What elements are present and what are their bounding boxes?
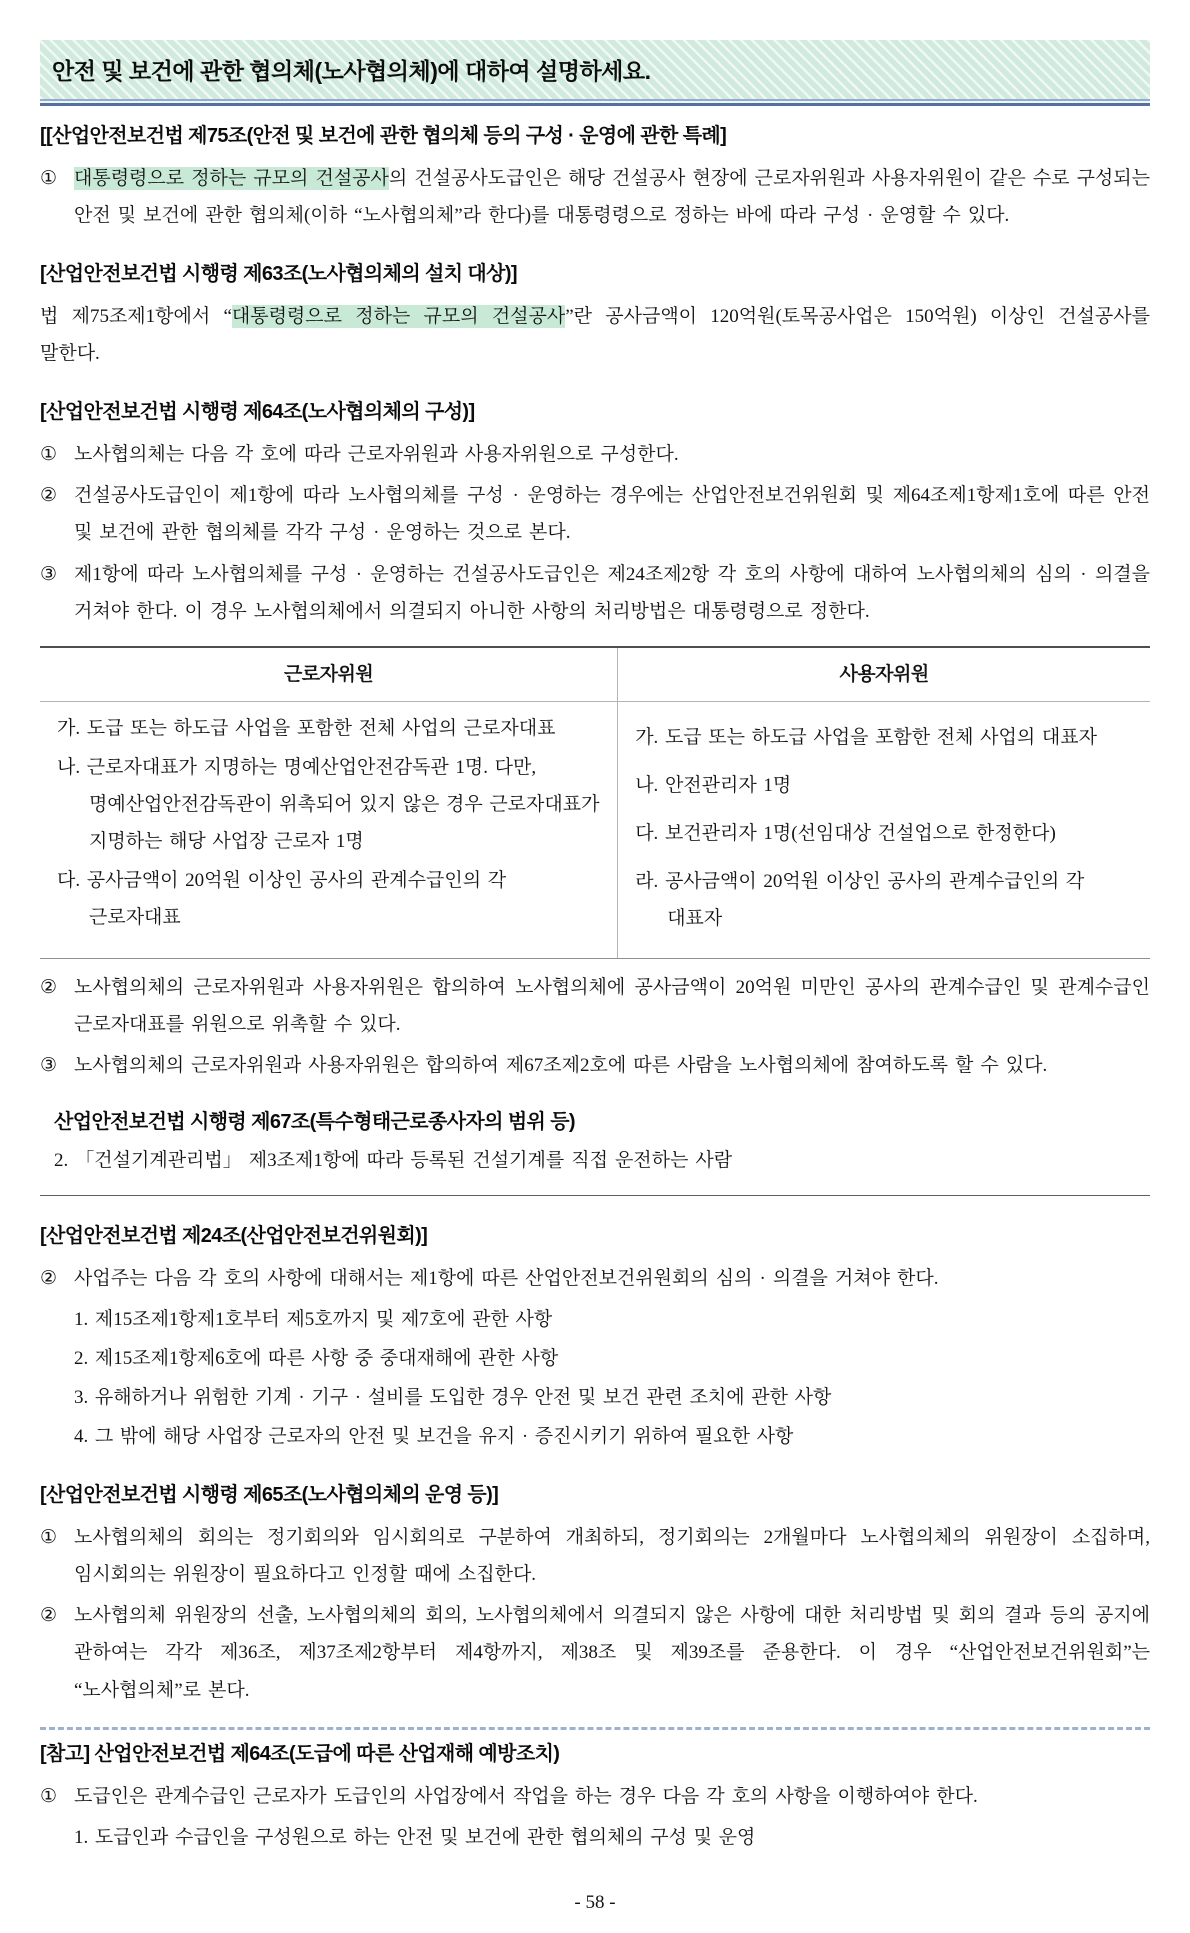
section-law24 xyxy=(40,1220,1150,1455)
employer-members-cell xyxy=(617,702,1150,958)
sub-item: 3. 유해하거나 위험한 기계 · 기구 · 설비를 도입한 경우 안전 및 보건 관련 조치에 관한 사항 xyxy=(74,1387,832,1409)
table-body-row xyxy=(40,702,1150,958)
item-marker: ② xyxy=(40,976,58,998)
heading-decree64: [산업안전보건법 시행령 제64조(노사협의체의 구성)] xyxy=(40,401,475,424)
item-marker: ③ xyxy=(40,1054,58,1076)
table-item: 가. 도급 또는 하도급 사업을 포함한 전체 사업의 대표자 xyxy=(635,726,1097,748)
heading-law24: [산업안전보건법 제24조(산업안전보건위원회)] xyxy=(40,1225,428,1248)
item-marker: ① xyxy=(40,1527,58,1549)
banner-underline xyxy=(40,99,1150,106)
table-item: 다. 공사금액이 20억원 이상인 공사의 관계수급인의 각 근로자대표 xyxy=(57,869,507,928)
item-text: 건설공사도급인이 제1항에 따라 노사협의체를 구성 · 운영하는 경우에는 산업안전보건위원회 및 제64조제1항제1호에 따른 안전 및 보건에 관한 협의체를 각각 구성 · 운영하는 것으로 본다. xyxy=(74,485,1150,544)
sub-item: 1. 제15조제1항제1호부터 제5호까지 및 제7호에 관한 사항 xyxy=(74,1309,553,1331)
title-banner xyxy=(40,40,1150,99)
dotted-divider xyxy=(40,1727,1150,1730)
paragraph xyxy=(40,298,1150,372)
list-item xyxy=(40,556,1150,630)
section-decree67 xyxy=(40,1096,1150,1196)
heading-reference: [참고] 산업안전보건법 제64조(도급에 따른 산업재해 예방조치) xyxy=(40,1742,560,1765)
heading-decree63: [산업안전보건법 시행령 제63조(노사협의체의 설치 대상)] xyxy=(40,263,517,286)
list-item xyxy=(40,1519,1150,1593)
page-number: - 58 - xyxy=(574,1891,616,1913)
list-item xyxy=(40,160,1150,234)
sub-item: 1. 도급인과 수급인을 구성원으로 하는 안전 및 보건에 관한 협의체의 구성 및 운영 xyxy=(74,1826,756,1848)
heading-decree65: [산업안전보건법 시행령 제65조(노사협의체의 운영 등)] xyxy=(40,1484,499,1507)
item-text: 노사협의체 위원장의 선출, 노사협의체의 회의, 노사협의체에서 의결되지 않은 사항에 대한 처리방법 및 회의 결과 등의 공지에 관하여는 각각 제36조, 제37조제2항부터 제4항까지, 제38조 및 제39조를 준용한다. 이 경우 “산업안전보건위원회”는 “노사협의체”로 본다. xyxy=(74,1605,1150,1701)
table-item: 나. 근로자대표가 지명하는 명예산업안전감독관 1명. 다만, 명예산업안전감독관이 위촉되어 있지 않은 경우 근로자대표가 지명하는 해당 사업장 근로자 1명 xyxy=(57,756,600,852)
section-reference xyxy=(40,1738,1150,1856)
worker-members-cell xyxy=(40,702,617,958)
paragraph-prefix: 법 제75조제1항에서 “ xyxy=(40,306,232,328)
sub-item: 4. 그 밖에 해당 사업장 근로자의 안전 및 보건을 유지 · 증진시키기 위하여 필요한 사항 xyxy=(74,1426,794,1448)
item-text: 노사협의체는 다음 각 호에 따라 근로자위원과 사용자위원으로 구성한다. xyxy=(74,444,679,466)
item-marker: ① xyxy=(40,1785,58,1807)
heading-decree67: 산업안전보건법 시행령 제67조(특수형태근로종사자의 범위 등) xyxy=(54,1111,575,1134)
section-decree63 xyxy=(40,258,1150,372)
sub-item: 2. 제15조제1항제6호에 따른 사항 중 중대재해에 관한 사항 xyxy=(74,1348,559,1370)
table-item: 라. 공사금액이 20억원 이상인 공사의 관계수급인의 각 대표자 xyxy=(635,870,1085,929)
table-header-employer: 사용자위원 xyxy=(617,648,1150,701)
table-item: 가. 도급 또는 하도급 사업을 포함한 전체 사업의 근로자대표 xyxy=(57,717,556,739)
item-text: 노사협의체의 근로자위원과 사용자위원은 합의하여 제67조제2호에 따른 사람을 노사협의체에 참여하도록 할 수 있다. xyxy=(74,1054,1048,1076)
list-item xyxy=(40,1597,1150,1708)
item-text: 사업주는 다음 각 호의 사항에 대해서는 제1항에 따른 산업안전보건위원회의 심의 · 의결을 거쳐야 한다. xyxy=(74,1268,939,1290)
list-item xyxy=(40,1778,1150,1815)
list-item xyxy=(40,1260,1150,1297)
section-decree65 xyxy=(40,1479,1150,1708)
table-header-row xyxy=(40,648,1150,702)
item-marker: ① xyxy=(40,444,58,466)
item-text-rest: 의 건설공사도급인은 해당 건설공사 현장에 근로자위원과 사용자위원이 같은 수로 구성되는 안전 및 보건에 관한 협의체(이하 “노사협의체”라 한다)를 대통령령으로 정하는 바에 따라 구성 · 운영할 수 있다. xyxy=(74,168,1150,227)
item-marker: ② xyxy=(40,485,58,507)
table-item: 다. 보건관리자 1명(선임대상 건설업으로 한정한다) xyxy=(635,822,1056,844)
list-item xyxy=(40,477,1150,551)
paragraph: 2. 「건설기계관리법」 제3조제1항에 따라 등록된 건설기계를 직접 운전하는 사람 xyxy=(54,1150,733,1172)
heading-law75: [[산업안전보건법 제75조(안전 및 보건에 관한 협의체 등의 구성 · 운영에 관한 특례] xyxy=(40,125,727,148)
item-marker: ① xyxy=(40,168,58,190)
table-header-worker: 근로자위원 xyxy=(283,663,374,685)
item-marker: ② xyxy=(40,1268,58,1290)
item-text: 노사협의체의 회의는 정기회의와 임시회의로 구분하여 개최하되, 정기회의는 2개월마다 노사협의체의 위원장이 소집하며, 임시회의는 위원장이 필요하다고 인정할 때에 소집한다. xyxy=(74,1527,1150,1586)
paragraph-suffix: ”란 공사금액이 120억원(토목공사업은 150억원) 이상인 건설공사를 말한다. xyxy=(40,306,1150,365)
item-text: 제1항에 따라 노사협의체를 구성 · 운영하는 건설공사도급인은 제24조제2항 각 호의 사항에 대하여 노사협의체의 심의 · 의결을 거쳐야 한다. 이 경우 노사협의체에서 의결되지 아니한 사항의 처리방법은 대통령령으로 정한다. xyxy=(74,563,1150,622)
item-text xyxy=(74,160,1150,234)
list-item xyxy=(40,1047,1150,1084)
section-decree64 xyxy=(40,396,1150,1084)
item-text: 도급인은 관계수급인 근로자가 도급인의 사업장에서 작업을 하는 경우 다음 각 호의 사항을 이행하여야 한다. xyxy=(74,1785,978,1807)
item-marker: ③ xyxy=(40,563,58,585)
list-item xyxy=(40,436,1150,473)
highlight-mark: 대통령령으로 정하는 규모의 건설공사 xyxy=(74,168,389,190)
page-title: 안전 및 보건에 관한 협의체(노사협의체)에 대하여 설명하세요. xyxy=(52,58,651,84)
table-item: 나. 안전관리자 1명 xyxy=(635,774,792,796)
item-text: 노사협의체의 근로자위원과 사용자위원은 합의하여 노사협의체에 공사금액이 20억원 미만인 공사의 관계수급인 및 관계수급인 근로자대표를 위원으로 위촉할 수 있다. xyxy=(74,976,1150,1035)
members-table xyxy=(40,646,1150,959)
item-marker: ② xyxy=(40,1605,58,1627)
section-law75 xyxy=(40,120,1150,234)
list-item xyxy=(40,969,1150,1043)
highlight-mark: 대통령령으로 정하는 규모의 건설공사 xyxy=(231,306,566,328)
